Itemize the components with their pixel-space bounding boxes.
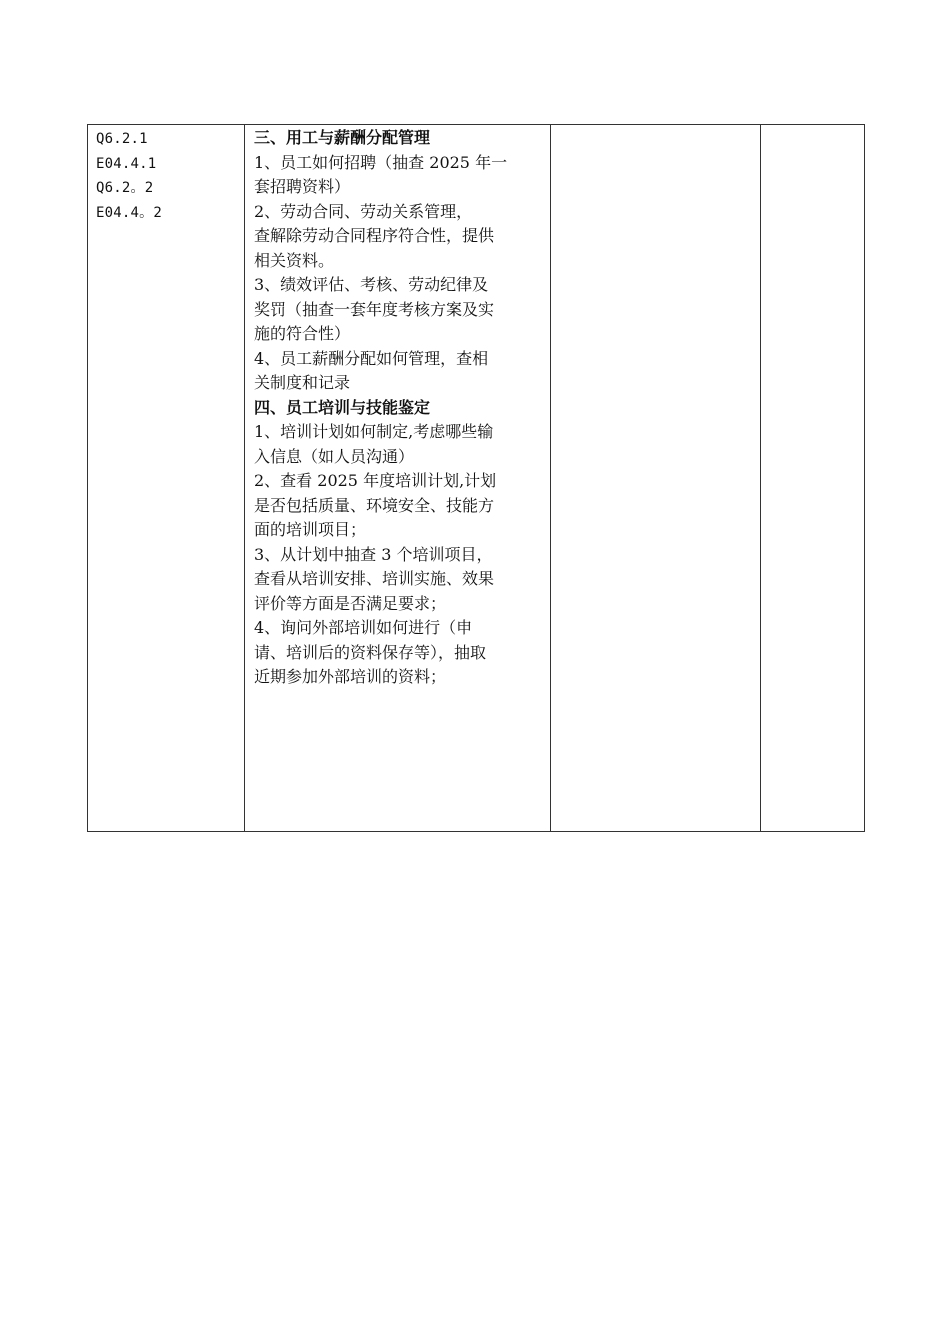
section-heading: 四、员工培训与技能鉴定 — [254, 397, 431, 417]
content-line: 1、员工如何招聘（抽查 2025 年一 — [254, 152, 508, 172]
audit-result-cell — [761, 125, 865, 832]
content-line: 4、员工薪酬分配如何管理，查相 — [254, 348, 489, 368]
content-line: 2、劳动合同、劳动关系管理， — [254, 201, 473, 221]
audit-record-cell — [551, 125, 761, 832]
clause-code: Q6.2.1 — [96, 131, 148, 147]
content-line: 入信息（如人员沟通） — [254, 446, 415, 466]
content-line: 面的培训项目； — [254, 520, 367, 539]
clause-code: E04.4.1 — [96, 155, 157, 172]
content-line: 近期参加外部培训的资料； — [254, 667, 447, 686]
content-line: 请、培训后的资料保存等），抽取 — [254, 642, 487, 662]
content-line: 3、绩效评估、考核、劳动纪律及 — [254, 275, 489, 294]
audit-content-cell — [245, 125, 551, 832]
content-line: 1、培训计划如何制定,考虑哪些输 — [254, 422, 494, 441]
content-line: 查看从培训安排、培训实施、效果 — [254, 569, 495, 588]
content-line: 评价等方面是否满足要求； — [254, 593, 447, 613]
table-row — [88, 125, 865, 832]
clause-code: Q6.2。2 — [96, 180, 154, 196]
content-line: 套招聘资料） — [254, 177, 351, 196]
content-line: 是否包括质量、环境安全、技能方 — [254, 495, 495, 515]
content-line: 关制度和记录 — [254, 373, 351, 392]
content-line: 3、从计划中抽查 3 个培训项目， — [254, 544, 493, 564]
content-line: 2、查看 2025 年度培训计划,计划 — [254, 471, 497, 490]
content-line: 施的符合性） — [254, 324, 351, 343]
section-heading: 三、用工与薪酬分配管理 — [254, 128, 431, 147]
content-line: 相关资料。 — [254, 250, 335, 270]
audit-checklist-table — [87, 124, 865, 832]
audit-content — [245, 125, 550, 690]
content-line: 查解除劳动合同程序符合性，提供 — [254, 226, 495, 245]
clause-list — [88, 125, 244, 225]
clause-reference-cell — [88, 125, 245, 832]
content-line: 4、询问外部培训如何进行（申 — [254, 618, 473, 637]
clause-code: E04.4。2 — [96, 204, 162, 221]
content-line: 奖罚（抽查一套年度考核方案及实 — [254, 299, 495, 319]
